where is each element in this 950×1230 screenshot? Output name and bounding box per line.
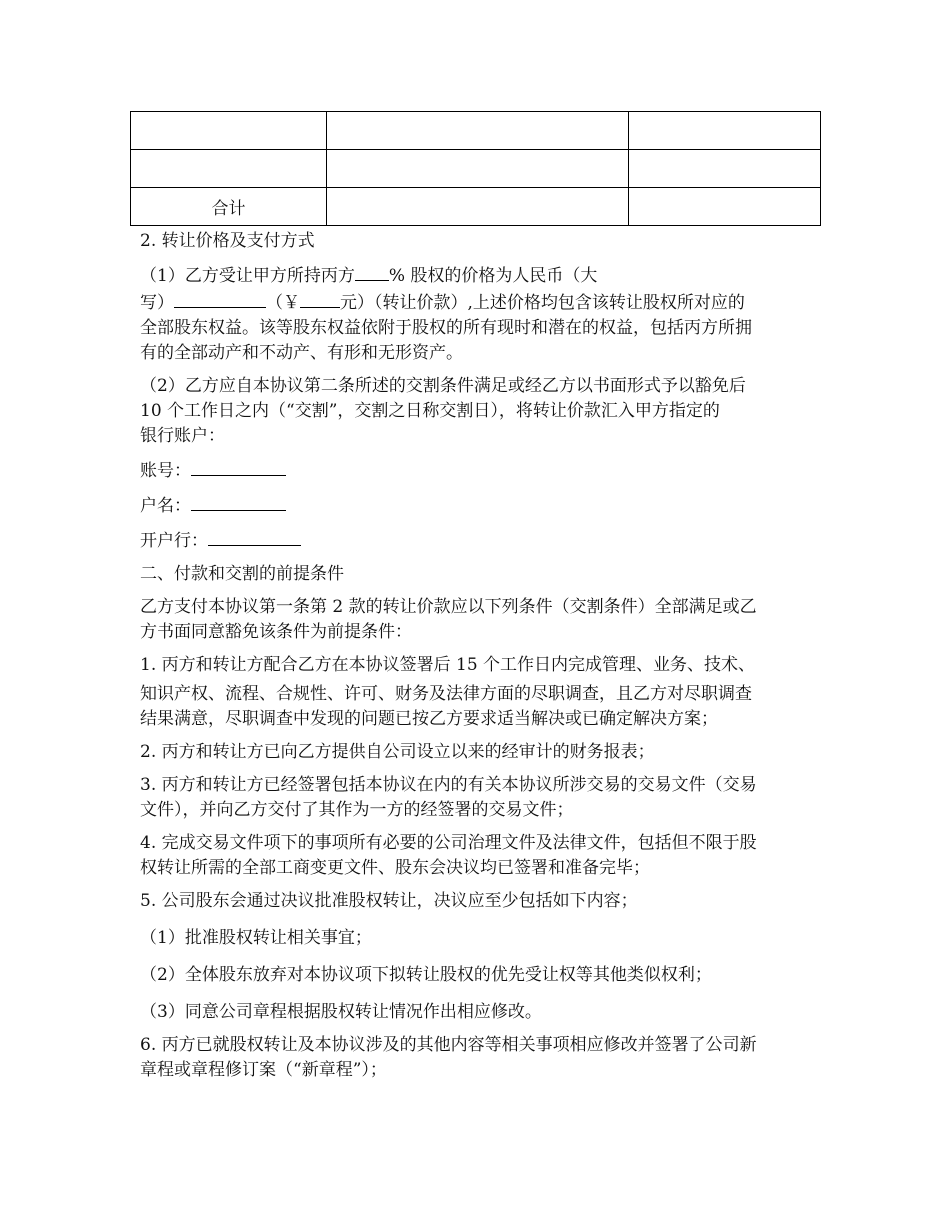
table-row xyxy=(131,150,821,188)
table-row-total xyxy=(131,188,821,226)
clause-text: 元）（转让价款）,上述价格均包含该转让股权所对应的 xyxy=(340,293,745,313)
table-cell xyxy=(327,150,629,188)
payment-clause-line: 银行账户： xyxy=(140,426,225,446)
account-number-blank[interactable] xyxy=(191,457,286,476)
bank-line xyxy=(140,527,830,554)
condition-5-sub-3: （3）同意公司章程根据股权转让情况作出相应修改。 xyxy=(140,1002,542,1022)
bank-blank[interactable] xyxy=(208,527,301,546)
account-number-line xyxy=(140,457,830,484)
total-label: 合计 xyxy=(131,188,327,226)
condition-line: 1. 丙方和转让方配合乙方在本协议签署后 15 个工作日内完成管理、业务、技术、 xyxy=(140,655,756,675)
condition-4 xyxy=(140,831,830,881)
amount-in-figures-blank[interactable] xyxy=(300,289,340,308)
percentage-blank[interactable] xyxy=(355,262,389,281)
clause-text: （￥ xyxy=(266,293,300,313)
condition-5: 5. 公司股东会通过决议批准股权转让，决议应至少包括如下内容； xyxy=(140,891,638,911)
price-clause-line: 全部股东权益。该等股东权益依附于股权的所有现时和潜在的权益，包括丙方所拥 xyxy=(140,318,752,338)
payment-clause-line: （2）乙方应自本协议第二条所述的交割条件满足或经乙方以书面形式予以豁免后 xyxy=(140,376,746,396)
account-name-label: 户名： xyxy=(140,496,191,516)
section-heading: 2. 转让价格及支付方式 xyxy=(140,231,315,251)
table-cell xyxy=(629,112,821,150)
condition-1 xyxy=(140,653,830,732)
clause-text: % 股权的价格为人民币（大 xyxy=(388,266,598,286)
price-clause-line xyxy=(140,262,830,289)
bank-label: 开户行： xyxy=(140,531,208,551)
condition-2: 2. 丙方和转让方已向乙方提供自公司设立以来的经审计的财务报表； xyxy=(140,742,655,762)
condition-line: 文件），并向乙方交付了其作为一方的经签署的交易文件； xyxy=(140,800,574,820)
clause-text: 写） xyxy=(140,293,174,313)
condition-line: 知识产权、流程、合规性、许可、财务及法律方面的尽职调查，且乙方对尽职调查 xyxy=(140,684,752,704)
intro-line: 方书面同意豁免该条件为前提条件： xyxy=(140,622,412,642)
condition-line: 权转让所需的全部工商变更文件、股东会决议均已签署和准备完毕； xyxy=(140,858,650,878)
clause-text: （1）乙方受让甲方所持丙方 xyxy=(140,266,355,286)
intro-line: 乙方支付本协议第一条第 2 款的转让价款应以下列条件（交割条件）全部满足或乙 xyxy=(140,597,757,617)
conditions-intro xyxy=(140,595,830,645)
condition-line: 结果满意，尽职调查中发现的问题已按乙方要求适当解决或已确定解决方案； xyxy=(140,709,718,729)
condition-line: 4. 完成交易文件项下的事项所有必要的公司治理文件及法律文件，包括但不限于股 xyxy=(140,833,757,853)
table-row xyxy=(131,112,821,150)
condition-line: 3. 丙方和转让方已经签署包括本协议在内的有关本协议所涉交易的交易文件（交易 xyxy=(140,775,757,795)
price-clause xyxy=(140,262,830,366)
condition-line: 6. 丙方已就股权转让及本协议涉及的其他内容等相关事项相应修改并签署了公司新 xyxy=(140,1035,757,1055)
condition-3 xyxy=(140,773,830,823)
condition-line: 章程或章程修订案（“新章程”）； xyxy=(140,1060,387,1080)
table-cell xyxy=(131,150,327,188)
payment-clause-line: 10 个工作日之内（“交割”，交割之日称交割日），将转让价款汇入甲方指定的 xyxy=(140,401,720,421)
condition-5-sub-1: （1）批准股权转让相关事宜； xyxy=(140,928,372,948)
table-cell xyxy=(629,150,821,188)
equity-table xyxy=(130,111,821,226)
account-name-blank[interactable] xyxy=(191,492,286,511)
price-clause-line xyxy=(140,289,830,316)
table-cell xyxy=(327,112,629,150)
table-cell xyxy=(131,112,327,150)
table-cell xyxy=(327,188,629,226)
amount-in-words-blank[interactable] xyxy=(174,289,266,308)
agreement-body xyxy=(140,229,830,1083)
account-name-line xyxy=(140,492,830,519)
account-number-label: 账号： xyxy=(140,461,191,481)
condition-6 xyxy=(140,1033,830,1083)
payment-clause xyxy=(140,374,830,449)
price-clause-line: 有的全部动产和不动产、有形和无形资产。 xyxy=(140,343,463,363)
table-cell xyxy=(629,188,821,226)
condition-5-sub-2: （2）全体股东放弃对本协议项下拟转让股权的优先受让权等其他类似权利； xyxy=(140,965,712,985)
section-heading: 二、付款和交割的前提条件 xyxy=(140,564,344,584)
